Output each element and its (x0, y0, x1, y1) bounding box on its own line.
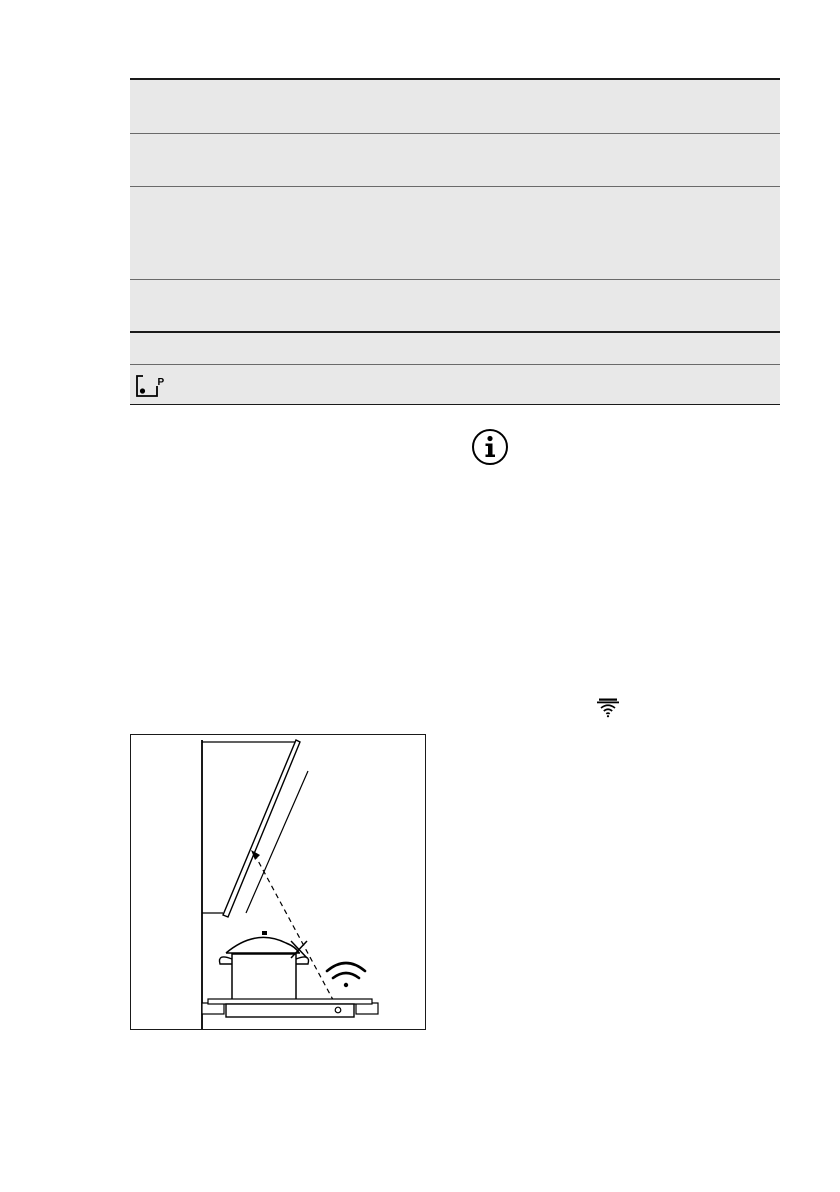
hob-to-hood-illustration (130, 734, 426, 1030)
table-row (130, 280, 780, 333)
hob (202, 999, 378, 1017)
table-row (130, 333, 780, 365)
svg-text:P: P (157, 377, 165, 388)
table-row (130, 187, 780, 280)
info-icon (471, 428, 509, 471)
table-row (130, 134, 780, 187)
hood-fan-signal-icon (596, 698, 620, 723)
blocked-signal-cross (291, 941, 307, 958)
pot-with-lid (220, 931, 309, 1001)
hob-to-hood-symbol-icon (134, 373, 166, 404)
table-row (130, 365, 780, 405)
table-row (130, 80, 780, 134)
settings-table (130, 78, 780, 405)
wireless-signal-icon (327, 963, 365, 987)
hood-glass-panel (223, 740, 300, 917)
